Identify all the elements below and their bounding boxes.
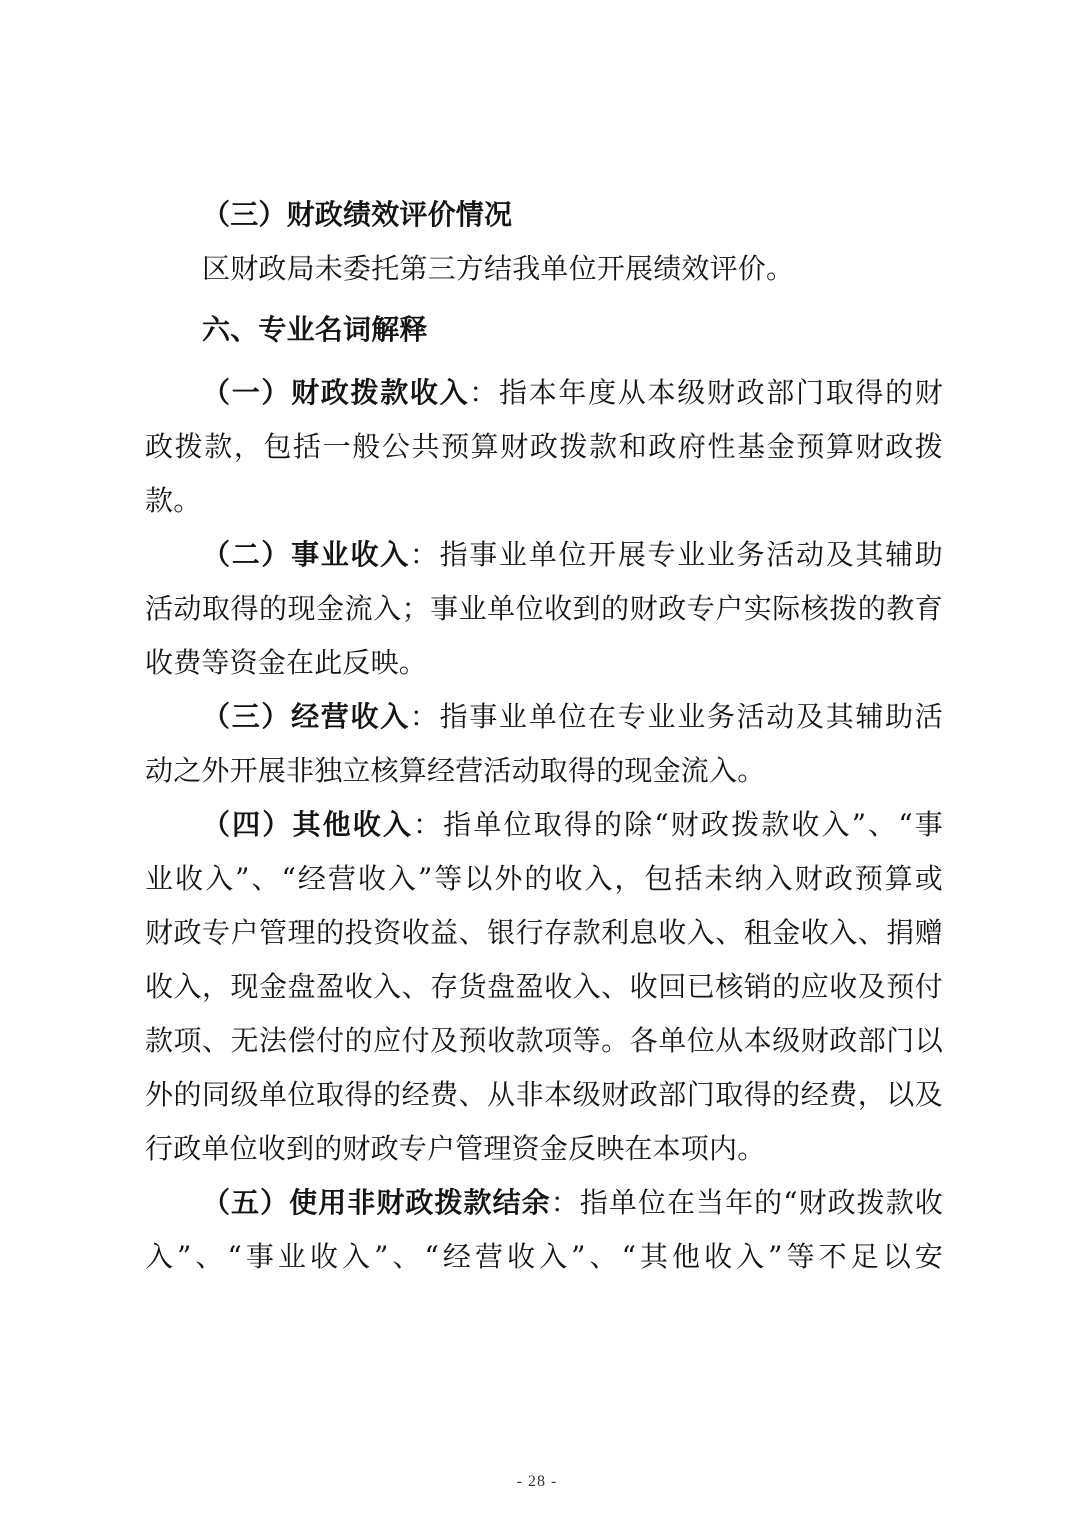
body-line: 动之外开展非独立核算经营活动取得的现金流入。	[145, 754, 766, 787]
body-line: 政拨款，包括一般公共预算财政拨款和政府性基金预算财政拨	[145, 430, 943, 463]
term-label: （五）使用非财政拨款结余	[202, 1186, 551, 1219]
body-line: 收入，现金盘盈收入、存货盘盈收入、收回已核销的应收及预付	[145, 970, 943, 1003]
section-text: 区财政局未委托第三方结我单位开展绩效评价。	[202, 252, 795, 285]
term-paragraph-other-income	[145, 798, 943, 1176]
body-line: 收费等资金在此反映。	[145, 646, 428, 679]
term-label: （一）财政拨款收入	[202, 376, 470, 409]
body-line: 行政单位收到的财政专户管理资金反映在本项内。	[145, 1132, 766, 1165]
term-label: （四）其他收入	[202, 808, 414, 841]
body-line	[145, 1176, 943, 1230]
body-line: 财政专户管理的投资收益、银行存款利息收入、租金收入、捐赠	[145, 916, 943, 949]
term-paragraph-operating-income	[145, 690, 943, 798]
document-body	[145, 188, 943, 1284]
body-line	[145, 366, 943, 420]
body-line	[145, 690, 943, 744]
body-line	[145, 798, 943, 852]
body-line	[145, 528, 943, 582]
term-paragraph-business-income	[145, 528, 943, 690]
page-number: - 28 -	[516, 1473, 558, 1490]
term-text: ：指单位取得的除“财政拨款收入”、“事	[413, 808, 943, 841]
body-line: 外的同级单位取得的经费、从非本级财政部门取得的经费，以及	[145, 1078, 943, 1111]
body-line: 款。	[145, 484, 202, 517]
body-line: 入”、“事业收入”、“经营收入”、“其他收入”等不足以安	[145, 1240, 943, 1273]
section-heading: （三）财政绩效评价情况	[202, 198, 513, 231]
term-paragraph-non-fiscal-balance	[145, 1176, 943, 1284]
body-line: 款项、无法偿付的应付及预收款项等。各单位从本级财政部门以	[145, 1024, 943, 1057]
term-text: ：指本年度从本级财政部门取得的财	[469, 376, 943, 409]
body-line: 业收入”、“经营收入”等以外的收入，包括未纳入财政预算或	[145, 862, 943, 895]
term-paragraph-fiscal-appropriation	[145, 366, 943, 528]
body-line: 活动取得的现金流入；事业单位收到的财政专户实际核拨的教育	[145, 592, 943, 625]
term-label: （三）经营收入	[202, 700, 410, 733]
term-text: ：指事业单位开展专业业务活动及其辅助	[409, 538, 943, 571]
term-text: ：指事业单位在专业业务活动及其辅助活	[409, 700, 943, 733]
term-text: ：指单位在当年的“财政拨款收	[550, 1186, 943, 1219]
chapter-heading: 六、专业名词解释	[202, 313, 428, 346]
term-label: （二）事业收入	[202, 538, 410, 571]
